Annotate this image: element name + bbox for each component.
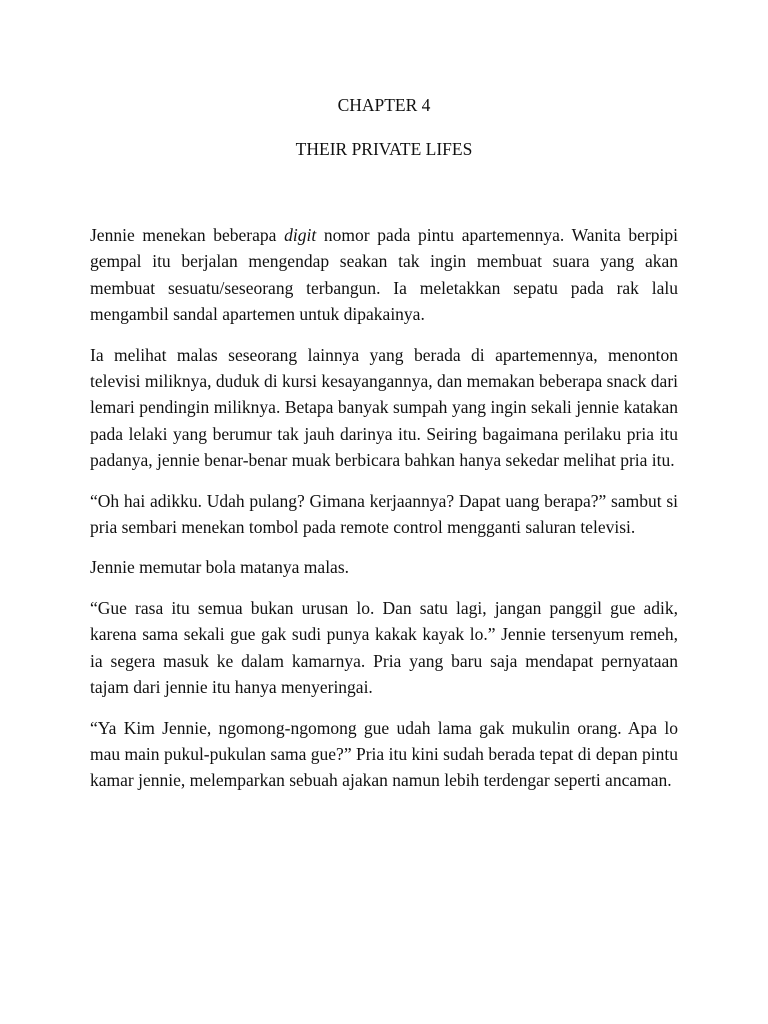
paragraph-2: Ia melihat malas seseorang lainnya yang berada di apartemennya, menonton televisi miliknya, duduk di kursi kesayangannya, dan memakan beberapa snack dari lemari pendingin miliknya. Betapa banyak sumpah yang ingin sekali jennie katakan pada lelaki yang berumur tak jauh darinya itu. Seiring bagaimana perilaku pria itu padanya, jennie benar-benar muak berbicara bahkan hanya sekedar melihat pria itu. [90, 344, 679, 471]
paragraph-1-start: Jennie menekan beberapa [90, 225, 285, 245]
paragraph-1-end: nomor pada pintu apartemennya. Wanita berpipi gempal itu berjalan mengendap seakan tak ingin membuat suara yang akan membuat sesuatu/seseorang terbangun. Ia meletakkan sepatu pada rak lalu mengambil sandal apartemen untuk dipakainya. [90, 225, 678, 325]
paragraph-6-dialogue: “Ya Kim Jennie, ngomong-ngomong gue udah lama gak mukulin orang. Apa lo mau main pukul-pukulan sama gue?” Pria itu kini sudah berada tepat di depan pintu kamar jennie, melemparkan sebuah ajakan namun lebih terdengar seperti ancaman. [90, 717, 678, 791]
paragraph-5-dialogue: “Gue rasa itu semua bukan urusan lo. Dan satu lagi, jangan panggil gue adik, karena sama sekali gue gak sudi punya kakak kayak lo.” Jennie tersenyum remeh, ia segera masuk ke dalam kamarnya. Pria yang baru saja mendapat pernyataan tajam dari jennie itu hanya menyeringai. [90, 597, 678, 698]
italic-word-digit: digit [284, 225, 317, 245]
paragraph-1 [90, 222, 678, 328]
chapter-body [90, 222, 678, 808]
paragraph-4: Jennie memutar bola matanya malas. [90, 557, 350, 578]
chapter-title: THEIR PRIVATE LIFES [295, 139, 473, 159]
paragraph-3-dialogue: “Oh hai adikku. Udah pulang? Gimana kerjaannya? Dapat uang berapa?” sambut si pria sembari menekan tombol pada remote control mengganti saluran televisi. [90, 490, 678, 538]
chapter-number: CHAPTER 4 [337, 95, 431, 115]
